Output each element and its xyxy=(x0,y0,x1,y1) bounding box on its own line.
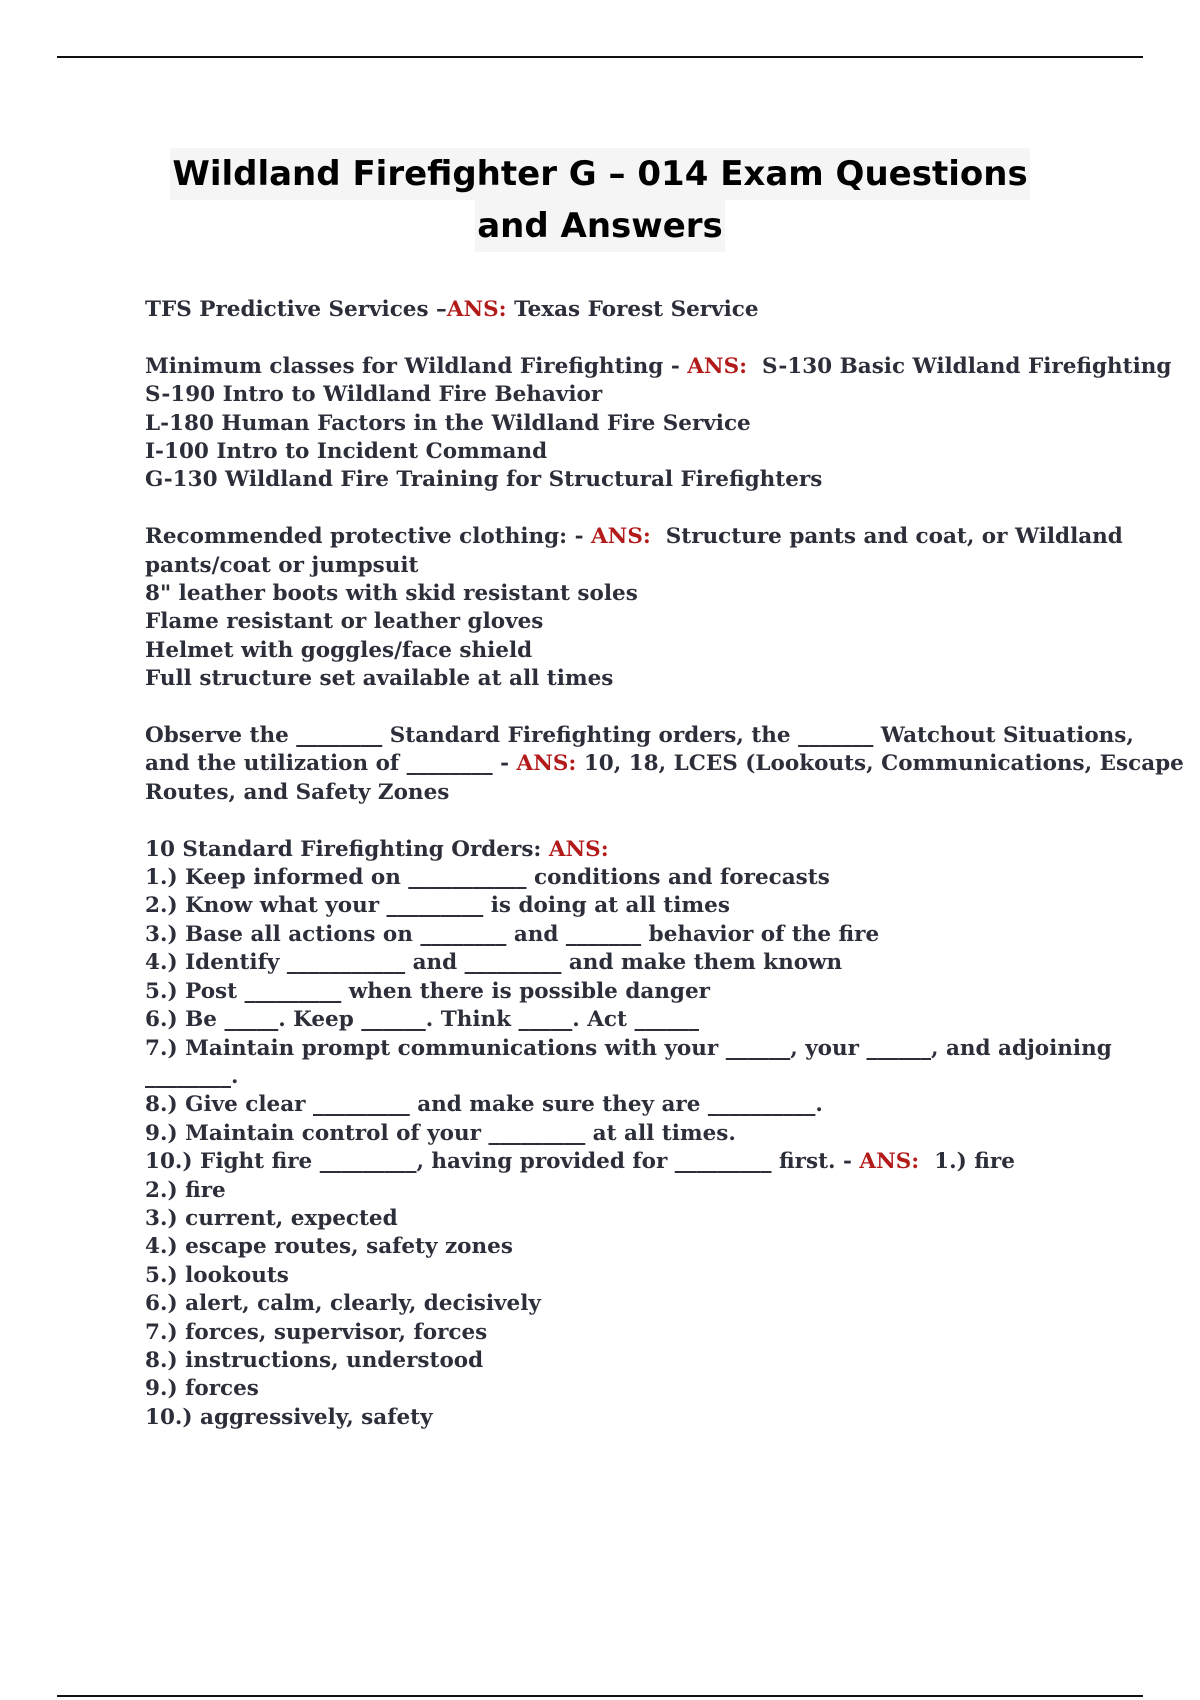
answer-line: 5.) lookouts xyxy=(145,1262,289,1288)
answer-line: 6.) alert, calm, clearly, decisively xyxy=(145,1291,541,1317)
ans-label: ANS: xyxy=(548,836,609,862)
answer-text: S-130 Basic Wildland Firefighting xyxy=(747,353,1172,379)
qa-item-tfs xyxy=(145,296,1085,324)
order-item: 1.) Keep informed on ___________ conditions and forecasts xyxy=(145,865,830,891)
question-text: 10 Standard Firefighting Orders: xyxy=(145,836,549,862)
question-text: Recommended protective clothing: - xyxy=(145,524,591,550)
question-line: Observe the ________ Standard Firefighting orders, the _______ Watchout Situations, xyxy=(145,723,1134,749)
qa-content xyxy=(145,296,1184,1461)
ans-label: ANS: xyxy=(591,524,651,550)
ans-label: ANS: xyxy=(859,1149,920,1175)
answer-line: 7.) forces, supervisor, forces xyxy=(145,1319,488,1345)
answer-line: 4.) escape routes, safety zones xyxy=(145,1234,513,1260)
qa-item-protective-clothing xyxy=(145,523,1123,693)
answer-line: L-180 Human Factors in the Wildland Fire Service xyxy=(145,410,751,436)
qa-item-standard-orders xyxy=(145,836,1112,1433)
document-title xyxy=(0,148,1200,252)
bottom-rule xyxy=(57,1695,1143,1697)
qa-line xyxy=(145,1148,1085,1176)
order-item: 2.) Know what your _________ is doing at all times xyxy=(145,893,730,919)
order-item: 3.) Base all actions on ________ and _______ behavior of the fire xyxy=(145,921,880,947)
answer-line: 3.) current, expected xyxy=(145,1205,398,1231)
qa-item-observe-orders xyxy=(145,722,1184,807)
answer-line: G-130 Wildland Fire Training for Structural Firefighters xyxy=(145,467,823,493)
order-item: 7.) Maintain prompt communications with your ______, your ______, and adjoining xyxy=(145,1035,1112,1061)
title-line-1: Wildland Firefighter G – 014 Exam Questions xyxy=(170,148,1029,200)
answer-line: S-190 Intro to Wildland Fire Behavior xyxy=(145,382,603,408)
ans-label: ANS: xyxy=(516,751,577,777)
answer-line: 8.) instructions, understood xyxy=(145,1347,484,1373)
ans-label: ANS: xyxy=(687,353,748,379)
question-text: and the utilization of ________ - xyxy=(145,751,517,777)
ans-label: ANS: xyxy=(446,297,507,322)
order-item: 4.) Identify ___________ and _________ and make them known xyxy=(145,950,843,976)
order-item: 5.) Post _________ when there is possible danger xyxy=(145,978,710,1004)
answer-line: 2.) fire xyxy=(145,1177,226,1203)
order-item: 9.) Maintain control of your _________ at all times. xyxy=(145,1120,736,1146)
qa-item-minimum-classes xyxy=(145,353,1172,495)
answer-line: Routes, and Safety Zones xyxy=(145,779,450,805)
qa-line xyxy=(145,836,1085,864)
answer-line: pants/coat or jumpsuit xyxy=(145,552,419,578)
answer-line: Full structure set available at all times xyxy=(145,666,614,692)
answer-text: Structure pants and coat, or Wildland xyxy=(650,524,1123,550)
question-text: Minimum classes for Wildland Firefighting - xyxy=(145,353,688,379)
answer-line: 10.) aggressively, safety xyxy=(145,1404,433,1430)
answer-line: 8" leather boots with skid resistant soles xyxy=(145,581,638,607)
answer-text: Texas Forest Service xyxy=(506,297,759,322)
answer-line: Helmet with goggles/face shield xyxy=(145,637,533,663)
order-item: ________. xyxy=(145,1063,239,1089)
qa-line xyxy=(145,523,1123,551)
answer-line: 9.) forces xyxy=(145,1376,259,1402)
question-text: TFS Predictive Services – xyxy=(145,297,447,322)
qa-line xyxy=(145,353,1172,381)
top-rule xyxy=(57,56,1143,58)
qa-line xyxy=(145,750,1184,778)
title-line-2: and Answers xyxy=(475,200,725,252)
order-item: 6.) Be _____. Keep ______. Think _____. Act ______ xyxy=(145,1007,699,1033)
order-item: 8.) Give clear _________ and make sure they are __________. xyxy=(145,1092,823,1118)
question-text: 10.) Fight fire _________, having provided for _________ first. - xyxy=(145,1149,860,1175)
answer-line: I-100 Intro to Incident Command xyxy=(145,439,548,465)
answer-text: 1.) fire xyxy=(919,1149,1015,1175)
answer-line: Flame resistant or leather gloves xyxy=(145,609,544,635)
answer-text: 10, 18, LCES (Lookouts, Communications, Escape xyxy=(576,751,1184,777)
qa-line xyxy=(145,296,1085,324)
